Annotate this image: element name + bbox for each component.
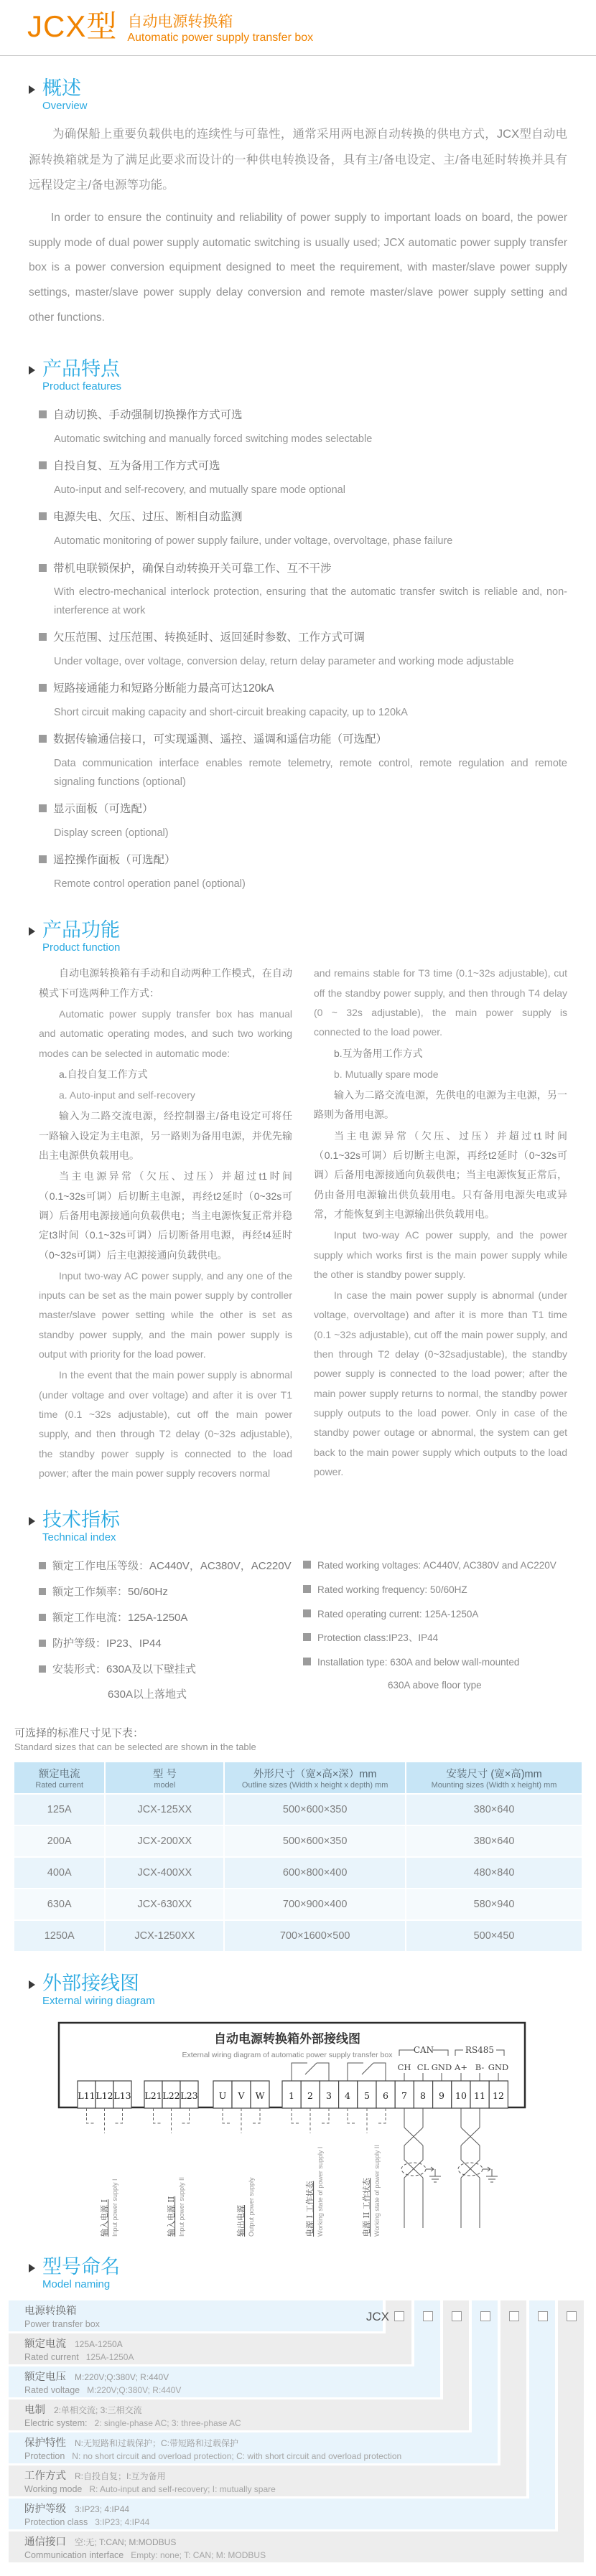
technical-heading <box>29 1509 567 1543</box>
model-code-box <box>452 2311 462 2321</box>
lead-label-en: Input power supply I <box>111 2178 118 2237</box>
square-bullet-icon <box>39 735 47 743</box>
square-bullet-icon <box>303 1585 311 1593</box>
function-columns <box>39 964 567 1485</box>
table-row: 1250A JCX-1250XX 700×1600×500 500×450 <box>14 1920 582 1951</box>
col-model: 型 号 model <box>105 1762 224 1794</box>
triangle-icon <box>29 85 35 94</box>
svg-text:9: 9 <box>439 2090 444 2102</box>
can-bracket <box>399 2050 414 2056</box>
overview-paragraph-en: In order to ensure the continuity and reliability of power supply to important loads on board, the power supply mode of dual power supply automatic switching is usually used; JCX automatic power supply transfer box is a power conversion equipment designed to meet the requirement, with master/slave power supply settings, master/slave power supply delay conversion and remote master/slave power supply setting and other functions. <box>29 211 567 324</box>
square-bullet-icon <box>39 410 47 418</box>
table-row: 400A JCX-400XX 600×800×400 480×840 <box>14 1857 582 1889</box>
naming-row: 电源转换箱 Power transfer box <box>9 2300 383 2331</box>
pin-label: A+ <box>455 2062 467 2073</box>
wiring-diagram-svg <box>0 2013 596 2241</box>
technical-columns <box>39 1553 567 1706</box>
table-row: 125A JCX-125XX 500×600×350 380×640 <box>14 1794 582 1825</box>
technical-cn-column: 额定工作电压等级：AC440V，AC380V，AC220V 额定工作频率：50/60Hz 额定工作电流：125A-1250A 防护等级：IP23、IP44 安装形式：630A及以下壁挂式 630A以上落地式 <box>39 1553 303 1706</box>
pin-label: CH <box>397 2062 411 2073</box>
function-heading-cn: 产品功能 <box>42 919 120 941</box>
wiring-heading <box>29 1973 567 2007</box>
svg-text:L21: L21 <box>144 2090 162 2102</box>
square-bullet-icon <box>303 1658 311 1665</box>
wiring-diagram <box>0 2013 596 2244</box>
lead-brackets <box>87 2108 386 2133</box>
lead-label-cn: 输入电源 I <box>100 2199 109 2237</box>
triangle-icon <box>29 366 35 375</box>
square-bullet-icon <box>39 855 47 863</box>
naming-row: 额定电流 125A-1250A Rated current 125A-1250A <box>9 2333 411 2364</box>
model-prefix: JCX <box>365 2310 389 2324</box>
function-left-column: 自动电源转换箱有手动和自动两种工作模式，在自动模式下可选两种工作方式： Automatic power supply transfer box has manual and automatic operating modes, and such two working modes can be selected in automatic mode: a.自投自复工作方式 a. Auto-input and self-recovery 输入为二路交流电源，经控制器主/备电设定可将任一路输入设定为主电源，另一路则为备用电源，并优先输出主电源供负载用电。 当主电源异常（欠压、过压）并超过t1时间（0.1~32s可调）后切断主电源，再经t2延时（0~32s可调）后备用电源接通向负载供电；当主电源恢复正常并稳定t3时间（0.1~32s可调）后切断备用电源，再经t4延时（0~32s可调）后主电源接通向负载供电。 Input two-way AC power supply, and any one of the inputs can be set as the main power supply by controller master/slave power setting while the other is set as standby power supply, and the main power supply is output with priority for the load power. In the event that the main power supply is abnormal (under voltage and over voltage) and after it is over T1 time (0.1 ~32s adjustable), cut off the main power supply, and then through T2 delay (0~32s adjustable), the standby power supply is connected to the load power; after the main power supply recovers normal <box>39 967 292 1479</box>
can-label: CAN <box>413 2045 434 2056</box>
bottom-spacer <box>0 2566 596 2576</box>
lead-label-en: Working state of power supply II <box>373 2145 381 2237</box>
col-outline-sizes: 外形尺寸（宽×高×深）mm Outline sizes (Width x height x depth) mm <box>224 1762 406 1794</box>
square-bullet-icon <box>39 1640 46 1647</box>
square-bullet-icon <box>39 512 47 520</box>
function-right-column: and remains stable for T3 time (0.1~32s adjustable), cut off the standby power supply, and then through T4 delay (0 ~ 32s adjustable), the main power supply is connected to the load power. b.互为备用工作方式 b. Mutually spare mode 输入为二路交流电源，先供电的电源为主电源，另一路则为备用电源。 当主电源异常（欠压、过压）并超过t1时间（0.1~32s可调）后切断主电源，再经t2延时（0~32s可调）后备用电源接通向负载供电；当主电源恢复正常后，仍由备用电源输出供负载用电。只有备用电源失电或异常，才能恢复到主电源输出供负载用电。 Input two-way AC power supply, and the power supply which works first is the main power supply while the other is standby power supply. In case the main power supply is abnormal (under voltage, overvoltage) and after it is more than T1 time (0.1 ~32s adjustable), cut off the main power supply, and then through T2 delay (0~32sadjustable), the standby power supply is connected to the load power; after the main power supply returns to normal, the standby power supply outputs to the load power. Only in case of the standby power outage or abnormal, the system can get back to the main power supply which outputs to the load power. <box>314 967 567 1477</box>
svg-text:L11: L11 <box>78 2090 96 2102</box>
col-rated-current: 额定电流 Rated current <box>14 1762 105 1794</box>
model-code-box <box>509 2311 519 2321</box>
triangle-icon <box>29 1517 35 1526</box>
page-header <box>0 7 596 45</box>
section-features <box>29 358 567 893</box>
square-bullet-icon <box>303 1633 311 1641</box>
naming-arm <box>414 2300 440 2366</box>
wiring-heading-cn: 外部接线图 <box>42 1973 139 1995</box>
table-row: 200A JCX-200XX 500×600×350 380×640 <box>14 1825 582 1857</box>
square-bullet-icon <box>39 1588 46 1595</box>
section-wiring <box>29 1973 567 2007</box>
svg-text:2: 2 <box>307 2090 313 2102</box>
technical-en-column: Rated working voltages: AC440V, AC380V and AC220V Rated working frequency: 50/60HZ Rated operating current: 125A-1250A Protection class:IP23、IP44 Installation type: 630A and below wall-mounted 630A above floor type <box>303 1553 567 1706</box>
technical-heading-en: Technical index <box>42 1531 116 1544</box>
svg-text:6: 6 <box>383 2090 388 2102</box>
function-heading <box>29 919 567 954</box>
svg-text:L22: L22 <box>162 2090 180 2102</box>
triangle-icon <box>29 927 35 936</box>
feature-item: 欠压范围、过压范围、转换延时、返回延时参数、工作方式可调 Under voltage, over voltage, conversion delay, return delay parameter and working mode adjustable <box>39 629 567 671</box>
lead-label-cn: 电源 II 工作状态 <box>362 2178 371 2237</box>
svg-text:8: 8 <box>420 2090 426 2102</box>
twisted-pair-can <box>401 2108 441 2228</box>
model-code-box <box>567 2311 577 2321</box>
product-title-block <box>127 11 313 45</box>
standard-sizes-table <box>14 1761 582 1951</box>
feature-item: 短路接通能力和短路分断能力最高可达120kA Short circuit making capacity and short-circuit breaking capacity, up to 120kA <box>39 680 567 722</box>
overview-heading <box>29 77 567 112</box>
pin-label: B- <box>475 2062 485 2073</box>
svg-text:11: 11 <box>474 2090 485 2102</box>
overview-heading-en: Overview <box>42 100 88 113</box>
can-bracket <box>433 2050 448 2056</box>
svg-text:5: 5 <box>364 2090 370 2102</box>
product-title-en: Automatic power supply transfer box <box>127 32 314 44</box>
svg-text:L13: L13 <box>113 2090 131 2102</box>
naming-arm <box>558 2300 584 2532</box>
svg-text:3: 3 <box>326 2090 332 2102</box>
square-bullet-icon <box>39 633 47 641</box>
square-bullet-icon <box>39 1562 46 1569</box>
svg-text:1: 1 <box>289 2090 294 2102</box>
square-bullet-icon <box>39 1665 46 1673</box>
lead-label-en: Output power supply <box>248 2177 255 2237</box>
col-mounting-sizes: 安装尺寸 (宽×高)mm Mounting sizes (Width x height) mm <box>406 1762 582 1794</box>
lead-labels <box>99 2145 381 2237</box>
section-overview <box>29 77 567 331</box>
pin-label: GND <box>488 2062 509 2073</box>
wiring-box-title-cn: 自动电源转换箱外部接线图 <box>214 2032 360 2047</box>
svg-text:4: 4 <box>345 2090 350 2102</box>
svg-text:12: 12 <box>493 2090 504 2102</box>
model-code-box <box>480 2311 490 2321</box>
pin-label: CL <box>416 2062 429 2073</box>
lead-label-en: Working state of power supply I <box>317 2146 324 2237</box>
wiring-box-title-en: External wiring diagram of automatic power supply transfer box <box>182 2051 393 2060</box>
section-naming <box>29 2256 567 2290</box>
naming-row: 额定电压 M:220V;Q:380V; R:440V Rated voltage M:220V;Q:380V; R:440V <box>9 2366 440 2397</box>
model-naming-diagram <box>9 2300 587 2566</box>
model-code-box <box>423 2311 433 2321</box>
overview-heading-cn: 概述 <box>42 77 81 100</box>
naming-heading <box>29 2256 567 2290</box>
feature-item: 数据传输通信接口，可实现遥测、遥控、遥调和遥信功能（可选配） Data communication interface enables remote telemetry, remote control, remote regulation and remote signaling functions (optional) <box>39 731 567 791</box>
naming-arm <box>529 2300 555 2499</box>
features-heading-cn: 产品特点 <box>42 358 120 380</box>
naming-row: 防护等级 3:IP23; 4:IP44 Protection class 3:IP23; 4:IP44 <box>9 2499 555 2529</box>
pin-label: GND <box>431 2062 452 2073</box>
feature-item: 自动切换、手动强制切换操作方式可选 Automatic switching and manually forced switching modes selectable <box>39 407 567 448</box>
model-code-box <box>538 2311 548 2321</box>
feature-item: 电源失电、欠压、过压、断相自动监测 Automatic monitoring of power supply failure, under voltage, overvoltage, phase failure <box>39 509 567 550</box>
naming-row: 通信接口 空:无; T:CAN; M:MODBUS Communication interface Empty: none; T: CAN; M: MODBUS <box>9 2532 584 2562</box>
features-heading <box>29 358 567 392</box>
square-bullet-icon <box>39 461 47 469</box>
lead-label-cn: 输出电源 <box>236 2205 246 2237</box>
twisted-pair-rs485 <box>458 2108 498 2228</box>
svg-text:V: V <box>238 2090 245 2102</box>
square-bullet-icon <box>39 564 47 572</box>
relay-contact-icon <box>292 2063 329 2081</box>
model-code-box <box>394 2311 404 2321</box>
lead-label-cn: 输入电源 II <box>167 2196 176 2237</box>
naming-heading-cn: 型号命名 <box>42 2256 120 2278</box>
svg-text:7: 7 <box>401 2090 407 2102</box>
sizes-note-en: Standard sizes that can be selected are shown in the table <box>14 1741 256 1753</box>
naming-row: 保护特性 N:无短路和过载保护；C:带短路和过载保护 Protection N: no short circuit and overload protection; C: with short circuit and overload protection <box>9 2432 498 2463</box>
square-bullet-icon <box>303 1561 311 1569</box>
overview-paragraph-cn: 为确保船上重要负载供电的连续性与可靠性，通常采用两电源自动转换的供电方式，JCX型自动电源转换箱就是为了满足此要求而设计的一种供电转换设备，具有主/备电设定、主/备电延时转换并具有远程设定主/备电源等功能。 <box>29 128 567 192</box>
lead-label-en: Input power supply II <box>178 2177 185 2237</box>
section-technical <box>29 1509 567 1706</box>
features-heading-en: Product features <box>42 380 122 393</box>
feature-item: 显示面板（可选配） Display screen (optional) <box>39 801 567 842</box>
feature-item: 自投自复、互为备用工作方式可选 Auto-input and self-recovery, and mutually spare mode optional <box>39 458 567 499</box>
svg-text:U: U <box>218 2090 227 2102</box>
table-row: 630A JCX-630XX 700×900×400 580×940 <box>14 1889 582 1920</box>
square-bullet-icon <box>303 1609 311 1617</box>
feature-item: 带机电联锁保护，确保自动转换开关可靠工作、互不干涉 With electro-mechanical interlock protection, ensuring that the automatic transfer switch is reliable and, non-interference at work <box>39 560 567 621</box>
naming-heading-en: Model naming <box>42 2278 111 2291</box>
triangle-icon <box>29 1980 35 1989</box>
naming-row: 工作方式 R:自投自复；I:互为备用 Working mode R: Auto-input and self-recovery; I: mutually spare <box>9 2465 526 2496</box>
square-bullet-icon <box>39 1614 46 1621</box>
naming-arm <box>500 2300 526 2465</box>
rs485-bracket <box>496 2050 504 2056</box>
triangle-icon <box>29 2264 35 2272</box>
svg-text:L23: L23 <box>180 2090 198 2102</box>
function-heading-en: Product function <box>42 941 121 954</box>
product-title-cn: 自动电源转换箱 <box>127 14 233 30</box>
technical-heading-cn: 技术指标 <box>42 1509 120 1531</box>
terminal-labels <box>78 2090 504 2101</box>
naming-row: 电制 2:单相交流; 3:三相交流 Electric system: 2: single-phase AC; 3: three-phase AC <box>9 2399 469 2430</box>
feature-item: 遥控操作面板（可选配） Remote control operation panel (optional) <box>39 852 567 893</box>
sizes-note-cn: 可选择的标准尺寸见下表： <box>14 1727 144 1740</box>
rs485-label: RS485 <box>465 2045 495 2056</box>
lead-label-cn: 电源 I 工作状态 <box>305 2181 315 2237</box>
relay-contact-icon <box>348 2063 386 2081</box>
section-function <box>29 919 567 1485</box>
square-bullet-icon <box>39 804 47 812</box>
svg-text:10: 10 <box>455 2090 467 2102</box>
rs485-bracket <box>455 2050 463 2056</box>
svg-text:W: W <box>255 2090 265 2102</box>
pin-leads <box>404 2073 498 2081</box>
product-model-title: JCX型 <box>27 9 118 43</box>
svg-text:L12: L12 <box>96 2090 113 2102</box>
wiring-heading-en: External wiring diagram <box>42 1995 155 2008</box>
table-header-row <box>14 1762 582 1794</box>
square-bullet-icon <box>39 684 47 692</box>
header-divider <box>0 55 596 56</box>
